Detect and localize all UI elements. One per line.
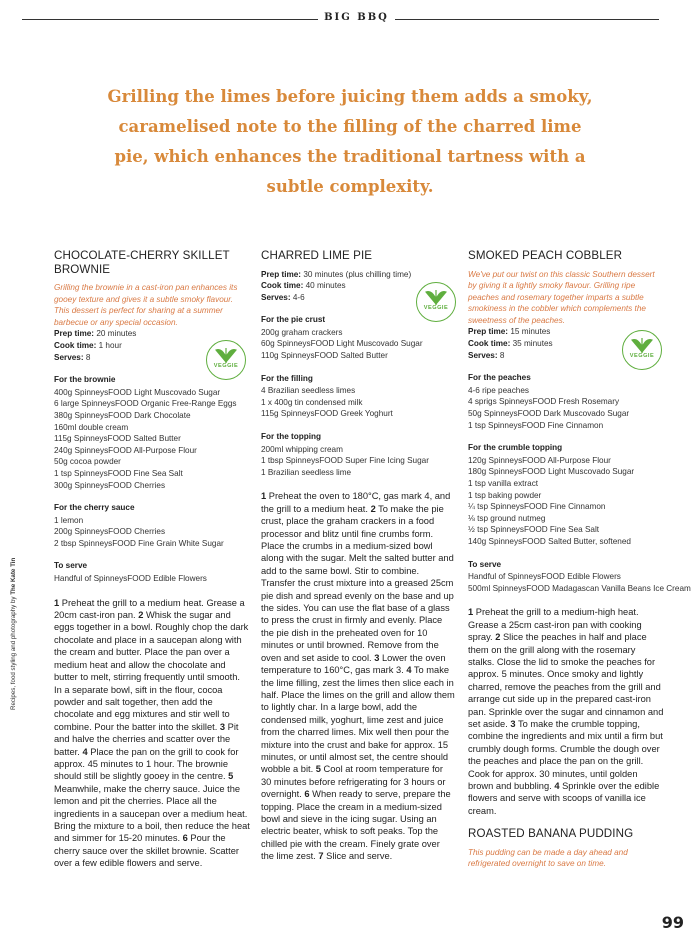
ingredient-item: 60g SpinneysFOOD Light Muscovado Sugar (261, 339, 423, 349)
ingredient-section-heading: To serve (468, 559, 502, 569)
step-text: Pour the cherry sauce over the skillet brownie. Scatter over a few edible flowers and serve. (54, 833, 239, 869)
ingredient-item: 4 Brazilian seedless limes (261, 386, 356, 396)
ingredient-item: Handful of SpinneysFOOD Edible Flowers (54, 574, 207, 584)
ingredient-item: 1 tbsp SpinneysFOOD Super Fine Icing Sugar (261, 456, 429, 466)
serves: Serves: 8 (468, 350, 505, 360)
recipe-lime-pie (261, 249, 455, 863)
step-number: 4 (554, 781, 560, 792)
ingredient-item: 240g SpinneysFOOD All-Purpose Flour (54, 445, 197, 455)
step-text: Whisk the sugar and eggs together in a bowl. Roughly chop the dark chocolate and place in a saucepan along with the cream and butter. Place the pan over a medium heat and allow the chocolate and butter to melt, stirring frequently until smooth. In a separate bowl, sift in the flour, cocoa powder and salt together, then add the chocolate and egg mixtures and stir well to combine. Pour the batter into the skillet. (54, 610, 249, 732)
step-text: Slice the peaches in half and place them on the grill along with the rosemary stalks. Close the lid to smoke the peaches for approx. 5 minutes. Once smoky and lightly charred, remove the peaches from the grill and arrange cut side up in the prepared cast-iron pan. Sprinkle over the sugar and cinnamon and set aside. (468, 632, 664, 729)
method (468, 606, 664, 817)
pull-quote: Grilling the limes before juicing them adds a smoky, caramelised note to the filling of the charred lime pie, which enhances the traditional tartness with a subtle complexity. (107, 87, 593, 196)
ingredients (468, 372, 691, 594)
ingredient-section-heading: For the peaches (468, 373, 531, 383)
step-number: 1 (54, 597, 60, 608)
ingredients (54, 374, 250, 585)
step-number: 3 (374, 652, 380, 663)
leaf-icon (423, 288, 449, 305)
cook-time: Cook time: 40 minutes (261, 281, 346, 291)
ingredient-item: 200ml whipping cream (261, 444, 343, 454)
recipe-intro: Grilling the brownie in a cast-iron pan enhances its gooey texture and gives it a subtle smoky flavour. This dessert is perfect for sharing at a summer barbecue or any special occasion. (54, 283, 238, 327)
step-text: Preheat the grill to a medium-high heat. Grease a 25cm cast-iron pan with cooking spray. (468, 607, 642, 643)
ingredient-section-heading: For the topping (261, 432, 322, 442)
prep-time: Prep time: 30 minutes (plus chilling time) (261, 269, 412, 279)
step-number: 5 (228, 771, 234, 782)
method (261, 490, 455, 862)
ingredient-item: 4 sprigs SpinneysFOOD Fresh Rosemary (468, 397, 620, 407)
cook-time: Cook time: 35 minutes (468, 339, 553, 349)
recipe-title-banana-pudding: ROASTED BANANA PUDDING (468, 827, 634, 841)
ingredient-item: 300g SpinneysFOOD Cherries (54, 480, 166, 490)
step-number: 7 (318, 851, 324, 862)
recipe-title: SMOKED PEACH COBBLER (468, 249, 623, 262)
ingredient-section-heading: For the crumble topping (468, 443, 563, 453)
step-number: 1 (468, 607, 474, 618)
ingredient-item: 200g graham crackers (261, 327, 343, 337)
step-number: 3 (510, 719, 516, 729)
cook-time: Cook time: 1 hour (54, 340, 122, 350)
ingredient-item: 4-6 ripe peaches (468, 385, 529, 395)
ingredient-item: 1 tsp baking powder (468, 490, 542, 500)
ingredient-item: 380g SpinneysFOOD Dark Chocolate (54, 410, 191, 420)
ingredient-item: ⅛ tsp ground nutmeg (468, 513, 546, 523)
ingredient-item: 1 tsp SpinneysFOOD Fine Sea Salt (54, 468, 183, 478)
leaf-icon (213, 346, 239, 363)
step-text: Lower the oven temperature to 160°C, gas mark 3. (261, 652, 446, 676)
recipe-intro: We've put our twist on this classic Southern dessert by giving it a lightly smoky flavour. Grilling ripe peaches and rosemary together imparts a subtle smokiness in the cobbler which complements the sweetness of the peaches. (468, 269, 655, 325)
ingredient-item: 50g SpinneysFOOD Dark Muscovado Sugar (468, 409, 630, 419)
veggie-badge: VEGGIE (206, 340, 246, 380)
ingredient-item: 180g SpinneysFOOD Light Muscovado Sugar (468, 467, 635, 477)
ingredient-item: 160ml double cream (54, 422, 129, 432)
ingredient-item: 6 large SpinneysFOOD Organic Free-Range Eggs (54, 399, 237, 409)
ingredient-item: 120g SpinneysFOOD All-Purpose Flour (468, 455, 611, 465)
step-number: 2 (370, 503, 376, 514)
ingredient-item: 2 tbsp SpinneysFOOD Fine Grain White Sugar (54, 538, 224, 548)
step-text: Pit and halve the cherries and scatter over the batter. (54, 721, 239, 757)
ingredient-item: Handful of SpinneysFOOD Edible Flowers (468, 572, 621, 582)
ingredient-section-heading: For the cherry sauce (54, 503, 135, 513)
ingredient-item: 110g SpinneysFOOD Salted Butter (261, 351, 388, 361)
photo-credit: Recipes, food styling and photography by The Kate Tin (10, 557, 17, 710)
step-text: To make the lime filling, zest the limes then slice each in half. Place the limes on the grill and allow them to lightly char. In a large bowl, add the condensed milk, yoghurt, lime zest and juice from the charred limes. Mix well then pour the mixture into the crust and bake for approx. 15 minutes, or until almost set, the centre should wobble a bit. (261, 665, 455, 775)
step-text: Preheat the oven to 180°C, gas mark 4, and the grill to a medium heat. (261, 491, 451, 514)
prep-time: Prep time: 15 minutes (468, 327, 551, 337)
step-text: When ready to serve, prepare the topping. Place the cream in a medium-sized bowl and sieve in the icing sugar. Using an electric beater, whisk to soft peaks. Top the chilled pie with the cream. Finely grate over the lime zest. (261, 789, 451, 862)
ingredient-item: 1 tsp vanilla extract (468, 479, 539, 488)
step-number: 2 (138, 610, 144, 621)
ingredient-item: 115g SpinneysFOOD Salted Butter (54, 434, 181, 444)
step-text: Preheat the grill to a medium heat. Grease a 20cm cast-iron pan. (54, 597, 245, 621)
recipe-title: CHARRED LIME PIE (261, 249, 373, 262)
ingredient-section-heading: To serve (54, 561, 88, 571)
veggie-badge: VEGGIE (416, 282, 456, 322)
step-text: Place the pan on the grill to cook for approx. 45 minutes to 1 hour. The brownie should still be slightly gooey in the centre. (54, 746, 239, 782)
leaf-icon (629, 336, 655, 353)
ingredient-item: ½ tsp SpinneysFOOD Fine Sea Salt (468, 525, 600, 535)
step-text: To make the crumble topping, combine the ingredients and mix until a firm but crumbly dough forms. Crumble the dough over the peaches and place the pan on the grill. Cook for approx. 30 minutes, until golden brown and bubbling. (468, 719, 663, 792)
serves: Serves: 4-6 (261, 292, 305, 302)
ingredient-item: 200g SpinneysFOOD Cherries (54, 527, 166, 537)
ingredients (261, 314, 455, 478)
recipe-title: CHOCOLATE-CHERRY SKILLET BROWNIE (54, 249, 230, 276)
header-rule-right (395, 19, 659, 20)
header-rule-left (22, 19, 318, 20)
step-number: 5 (315, 764, 321, 775)
ingredient-item: 50g cocoa powder (54, 457, 121, 467)
ingredient-item: ¼ tsp SpinneysFOOD Fine Cinnamon (468, 502, 606, 512)
step-text: To make the pie crust, place the graham crackers in a food processor and blitz until fine crumbs form. Place the crumbs in a medium-sized bowl along with the sugar. Melt the salted butter and add to the same bowl. Stir to combine. Transfer the crust mixture into a greased 25cm pie dish and spread evenly on the base and up the sides. You can use the flat base of a glass to press the crust in firmly and evenly. Place the pie dish in the preheated oven for 10 minutes or until browned. Remove from the oven and set aside to cool. (261, 503, 454, 663)
prep-time: Prep time: 20 minutes (54, 329, 137, 339)
ingredient-item: 400g SpinneysFOOD Light Muscovado Sugar (54, 387, 221, 397)
page-number: 99 (661, 913, 684, 932)
ingredient-section-heading: For the pie crust (261, 315, 326, 325)
serves: Serves: 8 (54, 352, 91, 362)
step-text: Sprinkle over the edible flowers and serve with scoops of vanilla ice cream. (468, 781, 660, 816)
step-number: 6 (304, 789, 310, 800)
veggie-badge: VEGGIE (622, 330, 662, 370)
step-number: 1 (261, 491, 267, 502)
ingredient-item: 1 x 400g tin condensed milk (261, 397, 363, 407)
ingredient-section-heading: For the brownie (54, 375, 116, 385)
section-title: BIG BBQ (324, 12, 389, 23)
method (54, 597, 250, 870)
ingredient-item: 500ml SpinneysFOOD Madagascan Vanilla Beans Ice Cream (468, 583, 691, 593)
ingredient-item: 1 lemon (54, 515, 84, 525)
step-number: 4 (82, 746, 88, 757)
step-number: 6 (182, 833, 188, 844)
step-text: Meanwhile, make the cherry sauce. Juice the lemon and pit the cherries. Place all the ingredients in a saucepan over a medium heat. Bring the mixture to a boil, then reduce the heat and simmer for 15-20 minutes. (54, 783, 250, 844)
step-text: Slice and serve. (323, 851, 393, 862)
step-number: 2 (495, 632, 501, 643)
ingredient-item: 1 tsp SpinneysFOOD Fine Cinnamon (468, 420, 604, 430)
recipe-intro-banana-pudding: This pudding can be made a day ahead and refrigerated overnight to save on time. (468, 847, 628, 869)
ingredient-item: 115g SpinneysFOOD Greek Yoghurt (261, 409, 393, 419)
step-text: Cool at room temperature for 30 minutes before refrigerating for 3 hours or overnight. (261, 764, 446, 800)
step-number: 4 (406, 665, 412, 676)
step-number: 3 (219, 721, 226, 732)
ingredient-item: 1 Brazilian seedless lime (261, 467, 352, 477)
ingredient-item: 140g SpinneysFOOD Salted Butter, softened (468, 536, 631, 546)
ingredient-section-heading: For the filling (261, 373, 313, 383)
